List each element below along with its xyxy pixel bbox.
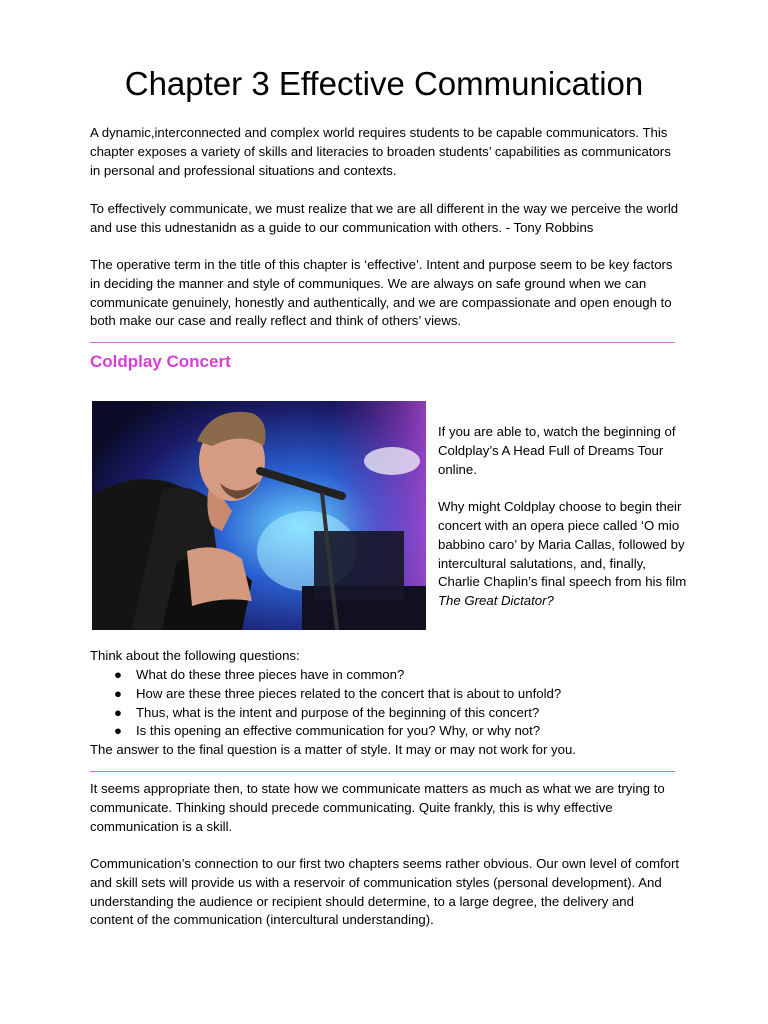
answer-paragraph: The answer to the final question is a matter of style. It may or may not work for you. [90, 742, 576, 757]
questions-intro: Think about the following questions: [90, 648, 300, 663]
questions-list [90, 666, 690, 741]
page-title: Chapter 3 Effective Communication [124, 65, 644, 102]
section-heading: Coldplay Concert [90, 352, 231, 371]
closing-paragraph-2: Communication’s connection to our first two chapters seems rather obvious. Our own level of comfort and skill sets will provide us with a reservoir of communication styles (personal development). And understanding the audience or recipient should determine, to a large degree, the delivery and content of the communication (intercultural understanding). [90, 856, 680, 928]
bullet-icon: ● [114, 704, 122, 720]
side-text-film-title: The Great Dictator? [438, 593, 554, 609]
list-item [90, 685, 690, 704]
section-divider-bottom [90, 771, 675, 772]
concert-photo [92, 401, 426, 630]
purpose-paragraph: The operative term in the title of this chapter is ‘effective’. Intent and purpose seem to be key factors in deciding the manner and style of communiques. We are always on safe ground when we can communicate genuinely, honestly and authentically, and we are compassionate and open enough to both make our case and really reflect and think of others’ views. [90, 257, 673, 329]
question-text: Thus, what is the intent and purpose of the beginning of this concert? [136, 704, 540, 720]
section-divider-top [90, 342, 675, 343]
question-text: Is this opening an effective communication for you? Why, or why not? [136, 723, 541, 739]
list-item [90, 704, 690, 723]
bullet-icon: ● [114, 667, 122, 682]
list-item [90, 722, 690, 741]
side-text-question-plain: Why might Coldplay choose to begin their concert with an opera piece called ‘O mio babbino caro’ by Maria Callas, followed by intercultural salutations, and, finally, Charlie Chaplin’s final speech from his film [438, 499, 687, 590]
bullet-icon: ● [114, 723, 122, 739]
list-item [90, 666, 690, 685]
side-text [438, 423, 688, 611]
bullet-icon: ● [114, 685, 122, 701]
side-text-question [438, 498, 688, 611]
quote-paragraph: To effectively communicate, we must realize that we are all different in the way we perceive the world and use this udnestanidn as a guide to our communication with others. - Tony Robbins [90, 201, 679, 235]
closing-paragraph-1: It seems appropriate then, to state how we communicate matters as much as what we are trying to communicate. Thinking should precede communicating. Quite frankly, this is why effective communication is a skill. [90, 781, 665, 834]
side-text-watch: If you are able to, watch the beginning of Coldplay’s A Head Full of Dreams Tour online. [438, 424, 676, 477]
question-text: How are these three pieces related to the concert that is about to unfold? [136, 685, 562, 701]
intro-paragraph: A dynamic,interconnected and complex world requires students to be capable communicators. This chapter exposes a variety of skills and literacies to broaden students’ capabilities as communicators in personal and professional situations and contexts. [90, 125, 671, 178]
question-text: What do these three pieces have in common? [136, 667, 405, 682]
